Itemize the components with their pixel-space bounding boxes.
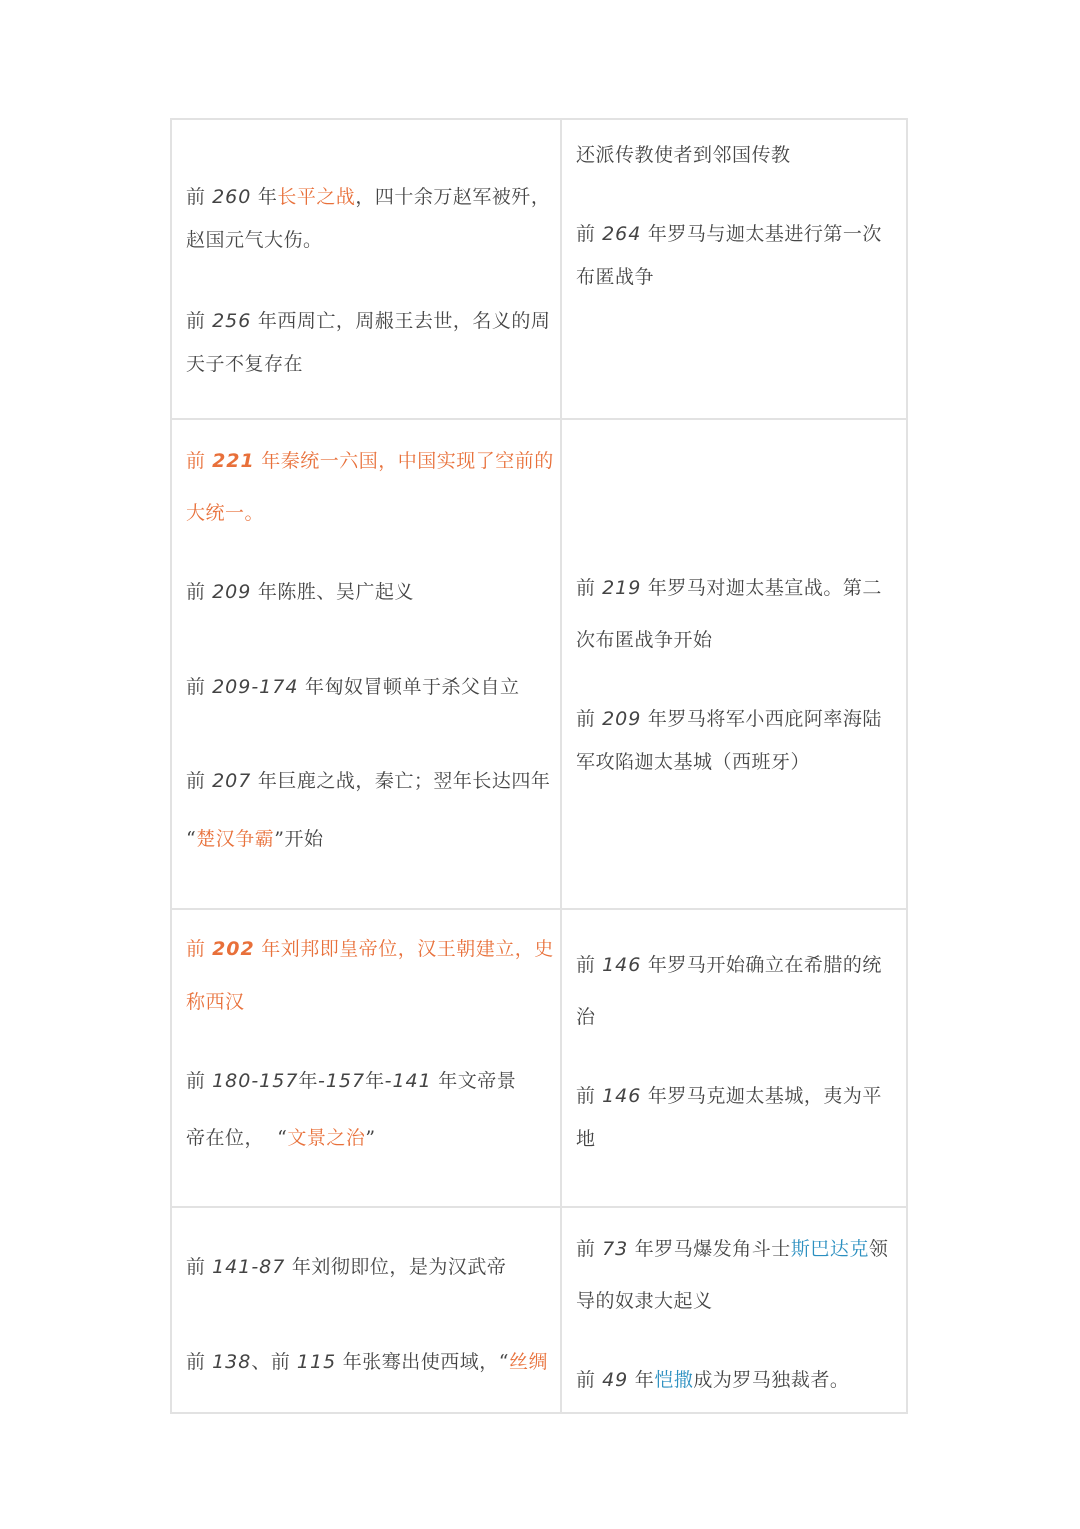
event-line: 地: [576, 1128, 596, 1150]
highlight-term: 丝绸: [508, 1351, 548, 1373]
event-line: 治: [576, 1006, 596, 1028]
event-line: 前 141-87 年刘彻即位，是为汉武帝: [186, 1256, 507, 1278]
event-line: 军攻陷迦太基城（西班牙）: [576, 751, 811, 773]
highlight-term-blue: 斯巴达克: [790, 1238, 869, 1260]
event-line-highlight: 大统一。: [186, 502, 265, 524]
table-row: [171, 909, 907, 1207]
event-line: 前 260 年长平之战，四十余万赵军被歼，: [186, 186, 551, 208]
event-line: 导的奴隶大起义: [576, 1290, 713, 1312]
highlight-term: 长平之战: [277, 186, 356, 208]
event-line: 前 146 年罗马克迦太基城，夷为平: [576, 1085, 882, 1107]
highlight-term: 楚汉争霸: [196, 828, 275, 850]
table-row: [171, 419, 907, 909]
event-line: 天子不复存在: [186, 353, 304, 375]
table-cell-china: [171, 119, 561, 419]
event-line: 还派传教使者到邻国传教: [576, 144, 791, 166]
table-row: [171, 119, 907, 419]
highlight-term: 文景之治: [287, 1127, 366, 1149]
event-line: 前 209 年陈胜、吴广起义: [186, 581, 414, 603]
event-line: 赵国元气大伤。: [186, 229, 323, 251]
event-line: 帝在位， “文景之治”: [186, 1127, 376, 1149]
history-comparison-table: [170, 118, 908, 1414]
event-line: 前 207 年巨鹿之战，秦亡；翌年长达四年: [186, 770, 551, 792]
event-line-highlight: 前 221 年秦统一六国，中国实现了空前的: [186, 450, 554, 472]
event-line: 布匿战争: [576, 266, 655, 288]
event-line: 前 219 年罗马对迦太基宣战。第二: [576, 577, 882, 599]
table-row: [171, 1207, 907, 1413]
event-line: 前 256 年西周亡，周赧王去世，名义的周: [186, 310, 551, 332]
event-line: 前 146 年罗马开始确立在希腊的统: [576, 954, 882, 976]
event-line: 前 73 年罗马爆发角斗士斯巴达克领: [576, 1238, 889, 1260]
table-cell-china: [171, 1207, 561, 1413]
event-line-highlight: 称西汉: [186, 991, 245, 1013]
table-cell-world: [561, 119, 907, 419]
event-line: 前 138、前 115 年张骞出使西域，“丝绸: [186, 1351, 548, 1373]
table-cell-world: [561, 419, 907, 909]
table-cell-world: [561, 909, 907, 1207]
event-line: 前 209-174 年匈奴冒顿单于杀父自立: [186, 676, 520, 698]
event-line: 前 49 年恺撒成为罗马独裁者。: [576, 1369, 850, 1391]
event-line: “楚汉争霸”开始: [186, 828, 324, 850]
table-cell-china: [171, 419, 561, 909]
highlight-term-blue: 恺撒: [654, 1369, 694, 1391]
event-line: 前 209 年罗马将军小西庇阿率海陆: [576, 708, 882, 730]
event-line: 前 264 年罗马与迦太基进行第一次: [576, 223, 882, 245]
event-line: 次布匿战争开始: [576, 629, 713, 651]
event-line: 前 180-157年-157年-141 年文帝景: [186, 1070, 517, 1092]
table-cell-world: [561, 1207, 907, 1413]
table-cell-china: [171, 909, 561, 1207]
event-line-highlight: 前 202 年刘邦即皇帝位，汉王朝建立，史: [186, 938, 554, 960]
